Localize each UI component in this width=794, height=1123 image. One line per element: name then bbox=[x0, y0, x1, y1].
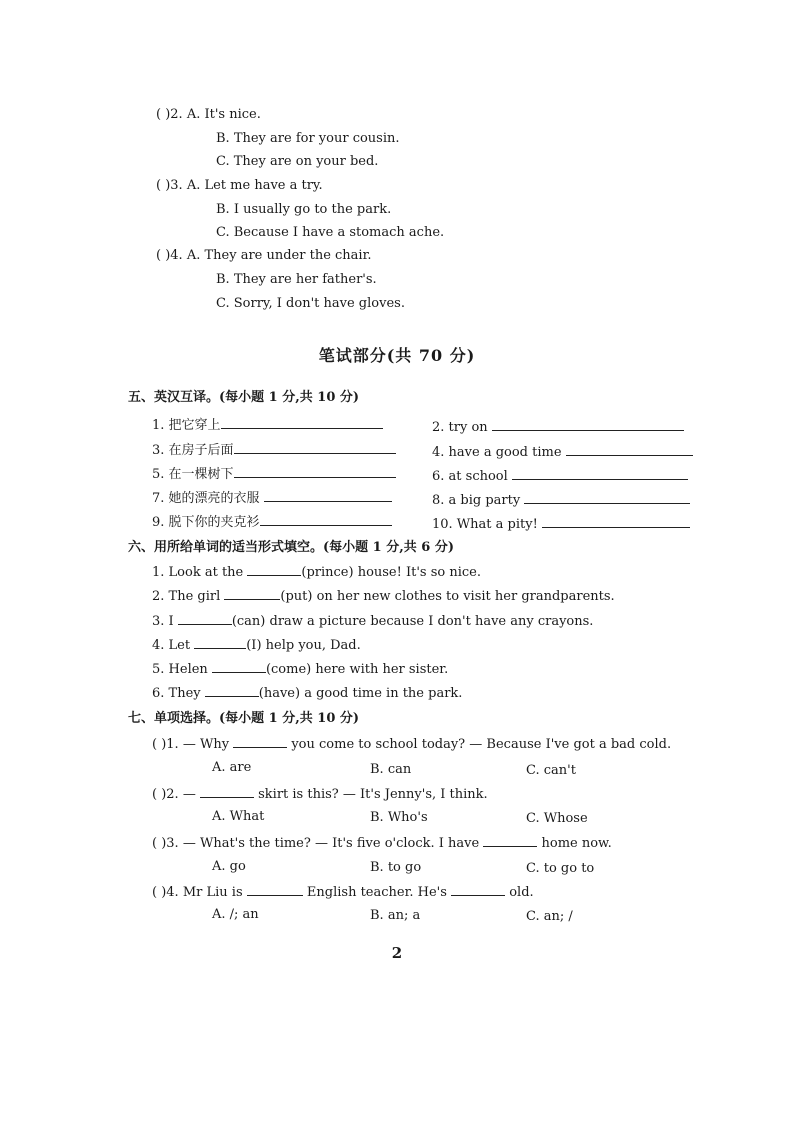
choice-option-a: A. go bbox=[212, 859, 246, 874]
listening-q2: ( )2. A. It's nice. bbox=[156, 107, 261, 122]
translate-item: 2. try on bbox=[432, 418, 684, 436]
choice-option-c: C. can't bbox=[526, 763, 576, 778]
answer-blank[interactable] bbox=[451, 883, 505, 896]
answer-blank[interactable] bbox=[178, 612, 232, 625]
translate-item: 5. 在一棵树下 bbox=[152, 465, 396, 483]
section6-heading: 六、用所给单词的适当形式填空。(每小题 1 分,共 6 分) bbox=[128, 540, 455, 555]
option-b: B. They are for your cousin. bbox=[216, 131, 400, 146]
answer-blank[interactable] bbox=[247, 883, 303, 896]
translate-item: 9. 脱下你的夹克衫 bbox=[152, 513, 392, 531]
answer-blank[interactable] bbox=[542, 515, 690, 528]
section5-heading: 五、英汉互译。(每小题 1 分,共 10 分) bbox=[128, 390, 360, 405]
answer-blank[interactable] bbox=[234, 465, 396, 478]
choice-option-c: C. an; / bbox=[526, 909, 573, 924]
choice-option-a: A. are bbox=[212, 760, 252, 775]
option-a: A. They are under the chair. bbox=[186, 248, 372, 263]
answer-blank[interactable] bbox=[194, 636, 246, 649]
choice-question: ( )1. — Why you come to school today? — Because I've got a bad cold. bbox=[152, 737, 672, 752]
option-c: C. Because I have a stomach ache. bbox=[216, 225, 445, 240]
translate-item: 1. 把它穿上 bbox=[152, 416, 383, 434]
option-b: B. I usually go to the park. bbox=[216, 202, 392, 217]
answer-blank[interactable] bbox=[512, 467, 688, 480]
option-a: A. Let me have a try. bbox=[186, 178, 323, 193]
translate-item: 8. a big party bbox=[432, 491, 690, 509]
answer-blank[interactable] bbox=[233, 735, 287, 748]
translate-item: 6. at school bbox=[432, 467, 688, 485]
option-c: C. Sorry, I don't have gloves. bbox=[216, 296, 405, 311]
answer-blank[interactable] bbox=[524, 491, 690, 504]
translate-item: 10. What a pity! bbox=[432, 515, 690, 533]
fill-blank-item: 4. Let (I) help you, Dad. bbox=[152, 638, 361, 653]
translate-item: 4. have a good time bbox=[432, 443, 693, 461]
page-number: 2 bbox=[391, 944, 403, 962]
answer-blank[interactable] bbox=[205, 684, 259, 697]
fill-blank-item: 1. Look at the (prince) house! It's so nice. bbox=[152, 565, 481, 580]
choice-option-b: B. can bbox=[370, 762, 412, 777]
answer-blank[interactable] bbox=[221, 416, 383, 429]
answer-blank[interactable] bbox=[247, 563, 301, 576]
answer-blank[interactable] bbox=[483, 834, 537, 847]
answer-blank[interactable] bbox=[492, 418, 684, 431]
choice-option-b: B. an; a bbox=[370, 908, 421, 923]
choice-option-a: A. What bbox=[212, 809, 265, 824]
fill-blank-item: 5. Helen (come) here with her sister. bbox=[152, 662, 449, 677]
answer-blank[interactable] bbox=[224, 587, 280, 600]
option-c: C. They are on your bed. bbox=[216, 154, 379, 169]
listening-q4: ( )4. A. They are under the chair. bbox=[156, 248, 372, 263]
fill-blank-item: 6. They (have) a good time in the park. bbox=[152, 686, 463, 701]
listening-q3: ( )3. A. Let me have a try. bbox=[156, 178, 323, 193]
written-part-title: 笔试部分(共 70 分) bbox=[318, 346, 476, 365]
fill-blank-item: 3. I (can) draw a picture because I don't have any crayons. bbox=[152, 614, 594, 629]
choice-option-c: C. Whose bbox=[526, 811, 588, 826]
choice-question: ( )4. Mr Liu is English teacher. He's old. bbox=[152, 885, 534, 900]
answer-blank[interactable] bbox=[212, 660, 266, 673]
answer-blank[interactable] bbox=[264, 489, 392, 502]
option-a: A. It's nice. bbox=[186, 107, 261, 122]
choice-option-b: B. Who's bbox=[370, 810, 428, 825]
choice-option-b: B. to go bbox=[370, 860, 422, 875]
section7-heading: 七、单项选择。(每小题 1 分,共 10 分) bbox=[128, 711, 360, 726]
answer-blank[interactable] bbox=[200, 785, 254, 798]
fill-blank-item: 2. The girl (put) on her new clothes to visit her grandparents. bbox=[152, 589, 615, 604]
choice-option-a: A. /; an bbox=[212, 907, 259, 922]
answer-blank[interactable] bbox=[234, 441, 396, 454]
translate-item: 7. 她的漂亮的衣服 bbox=[152, 489, 392, 507]
option-b: B. They are her father's. bbox=[216, 272, 377, 287]
choice-question: ( )3. — What's the time? — It's five o'clock. I have home now. bbox=[152, 836, 612, 851]
answer-blank[interactable] bbox=[566, 443, 693, 456]
choice-option-c: C. to go to bbox=[526, 861, 595, 876]
choice-question: ( )2. — skirt is this? — It's Jenny's, I think. bbox=[152, 787, 488, 802]
answer-blank[interactable] bbox=[260, 513, 392, 526]
translate-item: 3. 在房子后面 bbox=[152, 441, 396, 459]
